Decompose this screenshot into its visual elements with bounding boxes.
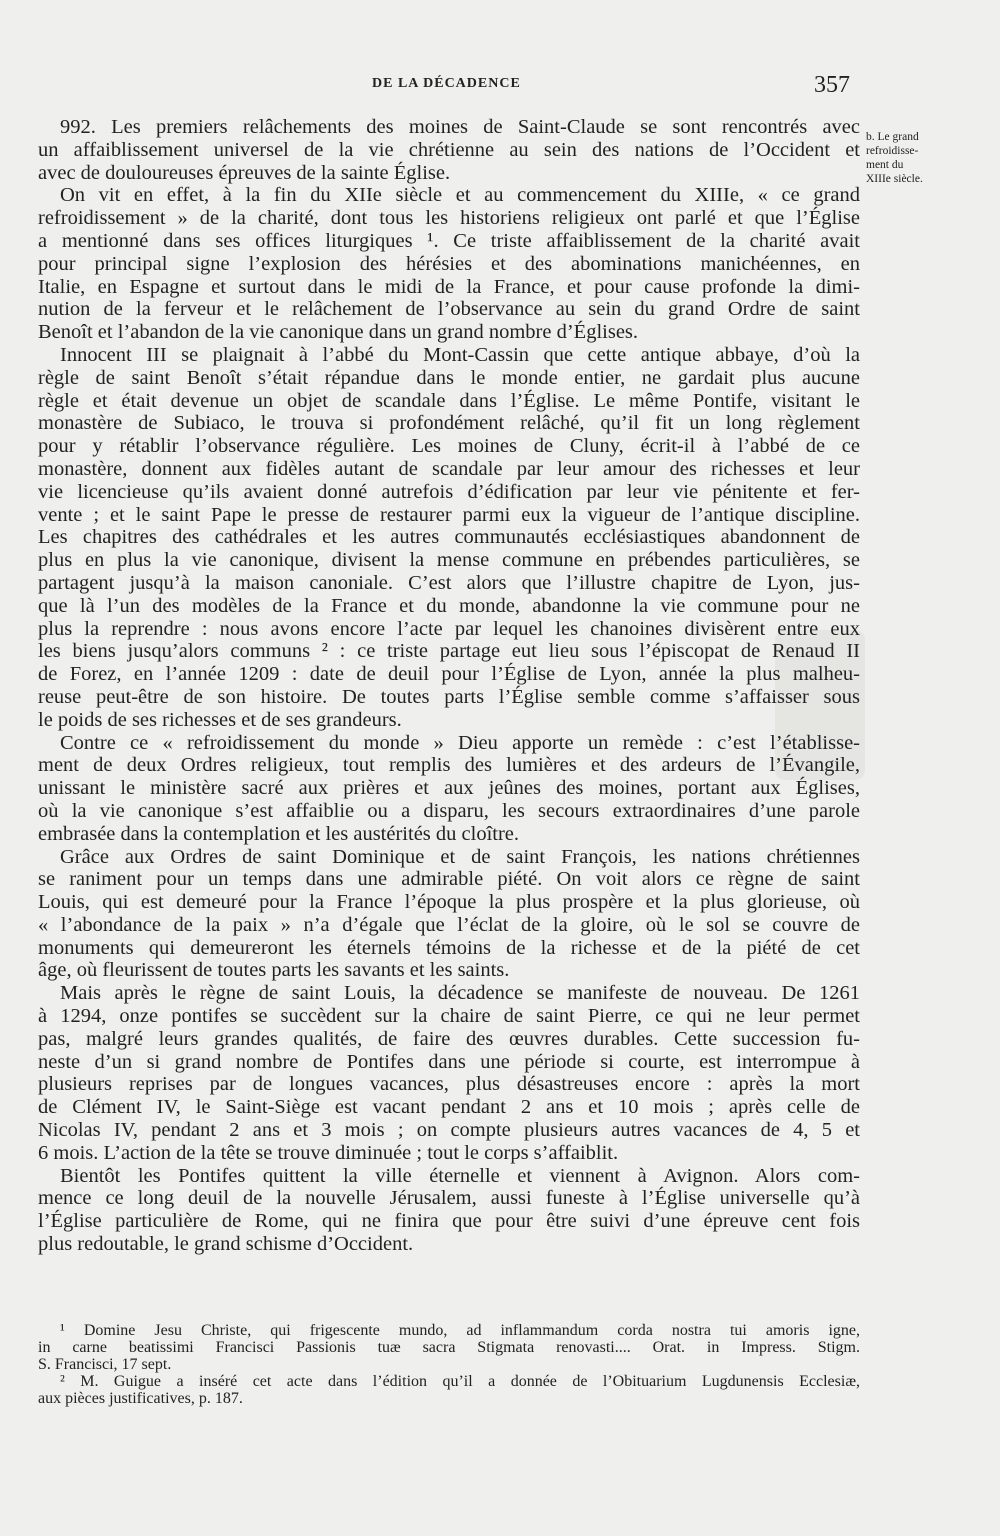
text-line: règle et était devenue un objet de scandale dans l’Église. Le même Pontife, visitant le xyxy=(38,389,860,412)
text-line: plus redoutable, le grand schisme d’Occident. xyxy=(38,1233,414,1256)
margin-note-line: XIIIe siècle. xyxy=(866,173,923,185)
text-line: vente ; et le saint Pape le presse de restaurer parmi eux la vigueur de l’antique discipline. xyxy=(38,503,860,526)
text-line: Louis, qui est demeuré pour la France l’époque la plus prospère et la plus glorieuse, où xyxy=(38,891,860,914)
text-line: le poids de ses richesses et de ses grandeurs. xyxy=(38,708,402,731)
text-line: pour y rétablir l’observance régulière. Les moines de Cluny, écrit-il à l’abbé de ce xyxy=(38,435,860,458)
footnote-line: ² M. Guigue a inséré cet acte dans l’édition qu’il a donnée de l’Obituarium Lugdunensis Ecclesiæ, xyxy=(60,1373,860,1390)
text-line: se raniment pour un temps dans une admirable piété. On voit alors ce règne de saint xyxy=(38,868,860,891)
footnote-line: in carne beatissimi Francisci Passionis tuæ sacra Stigmata renovasti.... Orat. in Impress. Stigm. xyxy=(38,1339,860,1356)
text-line: a mentionné dans ses offices liturgiques ¹. Ce triste affaiblissement de la charité avait xyxy=(38,229,860,252)
text-line: pas, malgré leurs grandes qualités, de faire des œuvres durables. Cette succession fu- xyxy=(38,1027,860,1050)
margin-note-line: ment du xyxy=(866,159,904,171)
text-line: Mais après le règne de saint Louis, la décadence se manifeste de nouveau. De 1261 xyxy=(60,982,860,1005)
text-line: Grâce aux Ordres de saint Dominique et de saint François, les nations chrétiennes xyxy=(60,845,860,868)
text-line: un affaiblissement universel de la vie chrétienne au sein des nations de l’Occident et xyxy=(38,138,860,161)
text-line: de Clément IV, le Saint-Siège est vacant pendant 2 ans et 10 mois ; après celle de xyxy=(38,1096,860,1119)
text-line: les biens jusqu’alors communs ² : ce triste partage eut lieu sous l’épiscopat de Renaud II xyxy=(38,640,860,663)
text-line: règle de saint Benoît s’était répandue dans le monde entier, ne gardait plus aucune xyxy=(38,366,860,389)
text-line: monuments qui demeureront les éternels témoins de la richesse et de la piété de cet xyxy=(38,936,860,959)
running-head: DE LA DÉCADENCE xyxy=(372,76,521,91)
text-line: ment de deux Ordres religieux, tout remplis des lumières et des ardeurs de l’Évangile, xyxy=(38,754,860,777)
text-line: Contre ce « refroidissement du monde » Dieu apporte un remède : c’est l’établisse- xyxy=(60,731,860,754)
text-line: nution de la ferveur et le relâchement de l’observance au sein du grand Ordre de saint xyxy=(38,298,860,321)
text-line: que là l’un des modèles de la France et du monde, abandonne la vie commune pour ne xyxy=(38,594,860,617)
footnote-line: S. Francisci, 17 sept. xyxy=(38,1356,172,1373)
text-line: à 1294, onze pontifes se succèdent sur la chaire de saint Pierre, ce qui ne leur permet xyxy=(38,1005,860,1028)
footnote-line: ¹ Domine Jesu Christe, qui frigescente mundo, ad inflammandum corda nostra tui amoris igne, xyxy=(60,1322,860,1339)
text-line: partagent jusqu’à la maison canoniale. C’est alors que l’illustre chapitre de Lyon, jus- xyxy=(38,571,860,594)
text-line: monastère de Subiaco, le trouva si profondément relâché, qu’il fit un long règlement xyxy=(38,412,860,435)
text-line: 992. Les premiers relâchements des moines de Saint-Claude se sont rencontrés avec xyxy=(60,116,860,138)
margin-note-line: refroidisse- xyxy=(866,145,919,157)
text-line: monastère, donnent aux fidèles autant de scandale par leur amour des richesses et leur xyxy=(38,457,860,480)
text-line: plusieurs reprises par de longues vacances, plus désastreuses encore : après la mort xyxy=(38,1073,860,1096)
text-line: neste d’un si grand nombre de Pontifes dans une période si courte, est interrompue à xyxy=(38,1050,860,1073)
text-line: Les chapitres des cathédrales et les autres communautés ecclésiastiques abandonnent de xyxy=(38,526,860,549)
margin-note xyxy=(866,130,962,186)
text-line: reuse peut-être de son histoire. De toutes parts l’Église semble comme s’affaisser sous xyxy=(38,685,860,708)
body-text xyxy=(38,116,860,1256)
text-line: « l’abondance de la paix » n’a d’égale que l’éclat de la gloire, où le sol se couvre de xyxy=(38,913,860,936)
text-line: Benoît et l’abandon de la vie canonique dans un grand nombre d’Églises. xyxy=(38,321,639,344)
text-line: Italie, en Espagne et surtout dans le midi de la France, et pour cause profonde la dimi- xyxy=(38,275,860,298)
text-line: Nicolas IV, pendant 2 ans et 3 mois ; on compte plusieurs autres vacances de 4, 5 et xyxy=(38,1119,860,1142)
margin-note-line: b. Le grand xyxy=(866,131,919,143)
text-line: Innocent III se plaignait à l’abbé du Mont-Cassin que cette antique abbaye, d’où la xyxy=(60,343,860,366)
text-line: avec de douloureuses épreuves de la sainte Église. xyxy=(38,161,451,184)
text-line: embrasée dans la contemplation et les austérités du cloître. xyxy=(38,822,520,845)
text-line: l’Église particulière de Rome, qui ne finira que pour être suivi d’une épreuve cent fois xyxy=(38,1210,860,1233)
text-line: pour principal signe l’explosion des hérésies et des abominations manichéennes, en xyxy=(38,252,860,275)
text-line: de Forez, en l’année 1209 : date de deuil pour l’Église de Lyon, année la plus malheu- xyxy=(38,663,860,686)
text-line: refroidissement » de la charité, dont tous les historiens religieux ont parlé et que l’Église xyxy=(38,207,860,230)
page-number: 357 xyxy=(814,72,850,98)
text-line: 6 mois. L’action de la tête se trouve diminuée ; tout le corps s’affaiblit. xyxy=(38,1141,619,1164)
text-line: âge, où fleurissent de toutes parts les savants et les saints. xyxy=(38,959,510,982)
text-line: plus en plus la vie canonique, divisent la mense commune en prébendes particulières, se xyxy=(38,549,860,572)
text-line: Bientôt les Pontifes quittent la ville éternelle et viennent à Avignon. Alors com- xyxy=(60,1164,860,1187)
text-line: vie licencieuse qu’ils avaient donné autrefois d’édification par leur vie pénitente et fer- xyxy=(38,480,860,503)
footnotes xyxy=(38,1322,860,1407)
text-line: unissant le ministère sacré aux prières et aux jeûnes des moines, portant aux Églises, xyxy=(38,777,860,800)
text-line: mence ce long deuil de la nouvelle Jérusalem, aussi funeste à l’Église universelle qu’à xyxy=(38,1187,860,1210)
page-header xyxy=(0,72,1000,102)
text-line: plus la reprendre : nous avons encore l’acte par lequel les chanoines divisèrent entre eux xyxy=(38,617,860,640)
footnote-line: aux pièces justificatives, p. 187. xyxy=(38,1390,243,1407)
text-line: où la vie canonique s’est affaiblie ou a disparu, les secours extraordinaires d’une parole xyxy=(38,799,860,822)
text-line: On vit en effet, à la fin du XIIe siècle et au commencement du XIIIe, « ce grand xyxy=(60,184,860,207)
